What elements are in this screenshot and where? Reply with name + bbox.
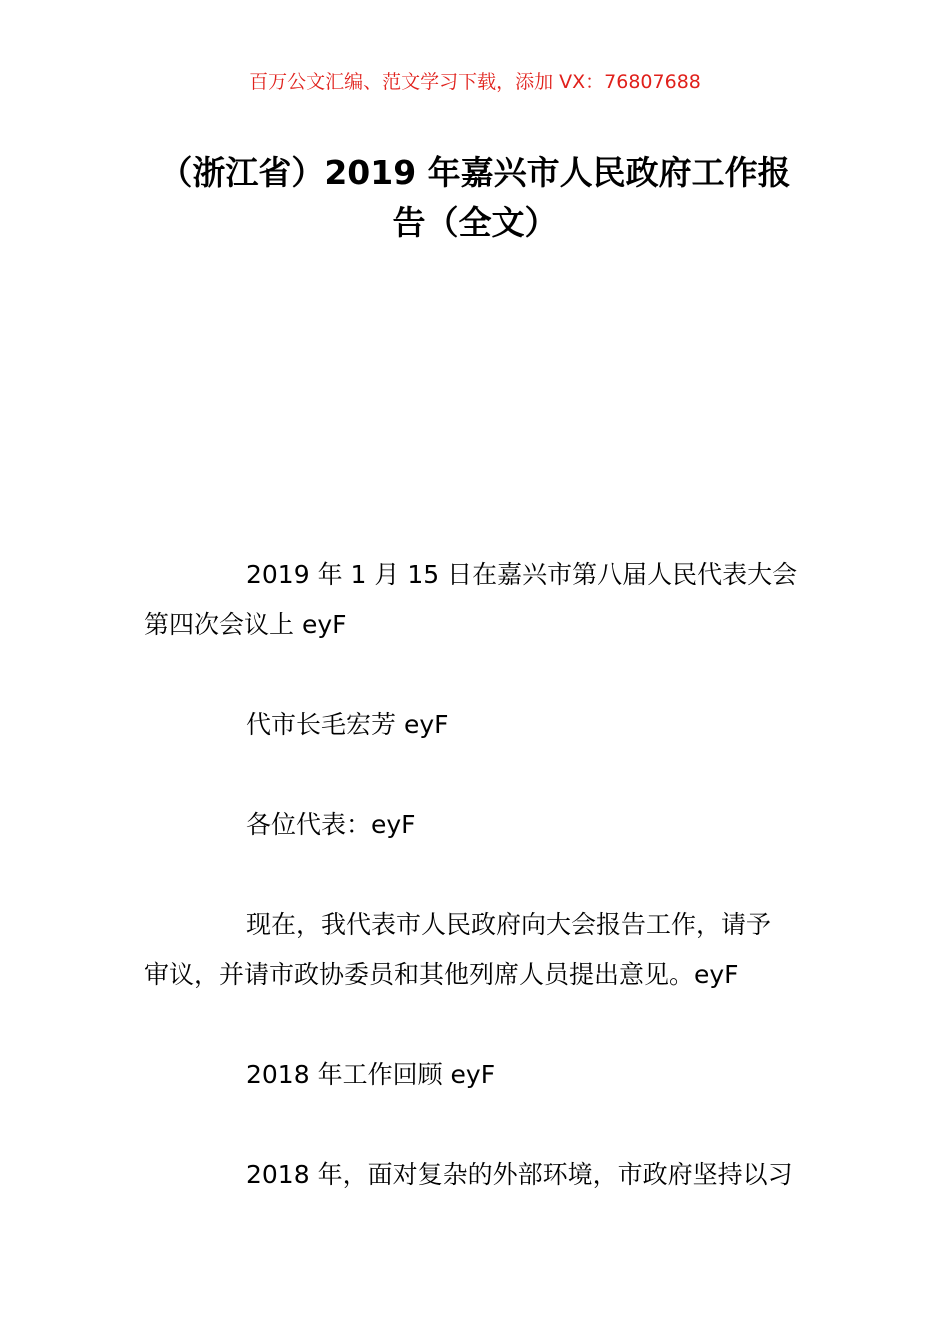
paragraph-salutation [144,800,812,850]
paragraph-line: 2018 年，面对复杂的外部环境，市政府坚持以习 [246,1160,793,1189]
paragraph-line: 审议，并请市政协委员和其他列席人员提出意见。eyF [144,960,739,989]
paragraph-meeting-info [144,550,812,650]
document-title [140,148,810,248]
paragraph-line: 第四次会议上 eyF [144,610,347,639]
paragraph-author [144,700,812,750]
paragraph-review-start [144,1150,812,1200]
paragraph-line: 2019 年 1 月 15 日在嘉兴市第八届人民代表大会 [246,560,798,589]
paragraph-section-heading [144,1050,812,1100]
paragraph-line: 2018 年工作回顾 eyF [246,1060,496,1089]
document-body [144,550,812,1250]
paragraph-intro [144,900,812,1000]
paragraph-line: 各位代表：eyF [246,810,416,839]
paragraph-line: 现在，我代表市人民政府向大会报告工作，请予 [246,910,772,939]
title-line-1: （浙江省）2019 年嘉兴市人民政府工作报 [159,153,791,192]
title-line-2: 告（全文） [392,203,558,242]
header-note: 百万公文汇编、范文学习下载，添加 VX：76807688 [249,71,701,93]
paragraph-line: 代市长毛宏芳 eyF [246,710,449,739]
